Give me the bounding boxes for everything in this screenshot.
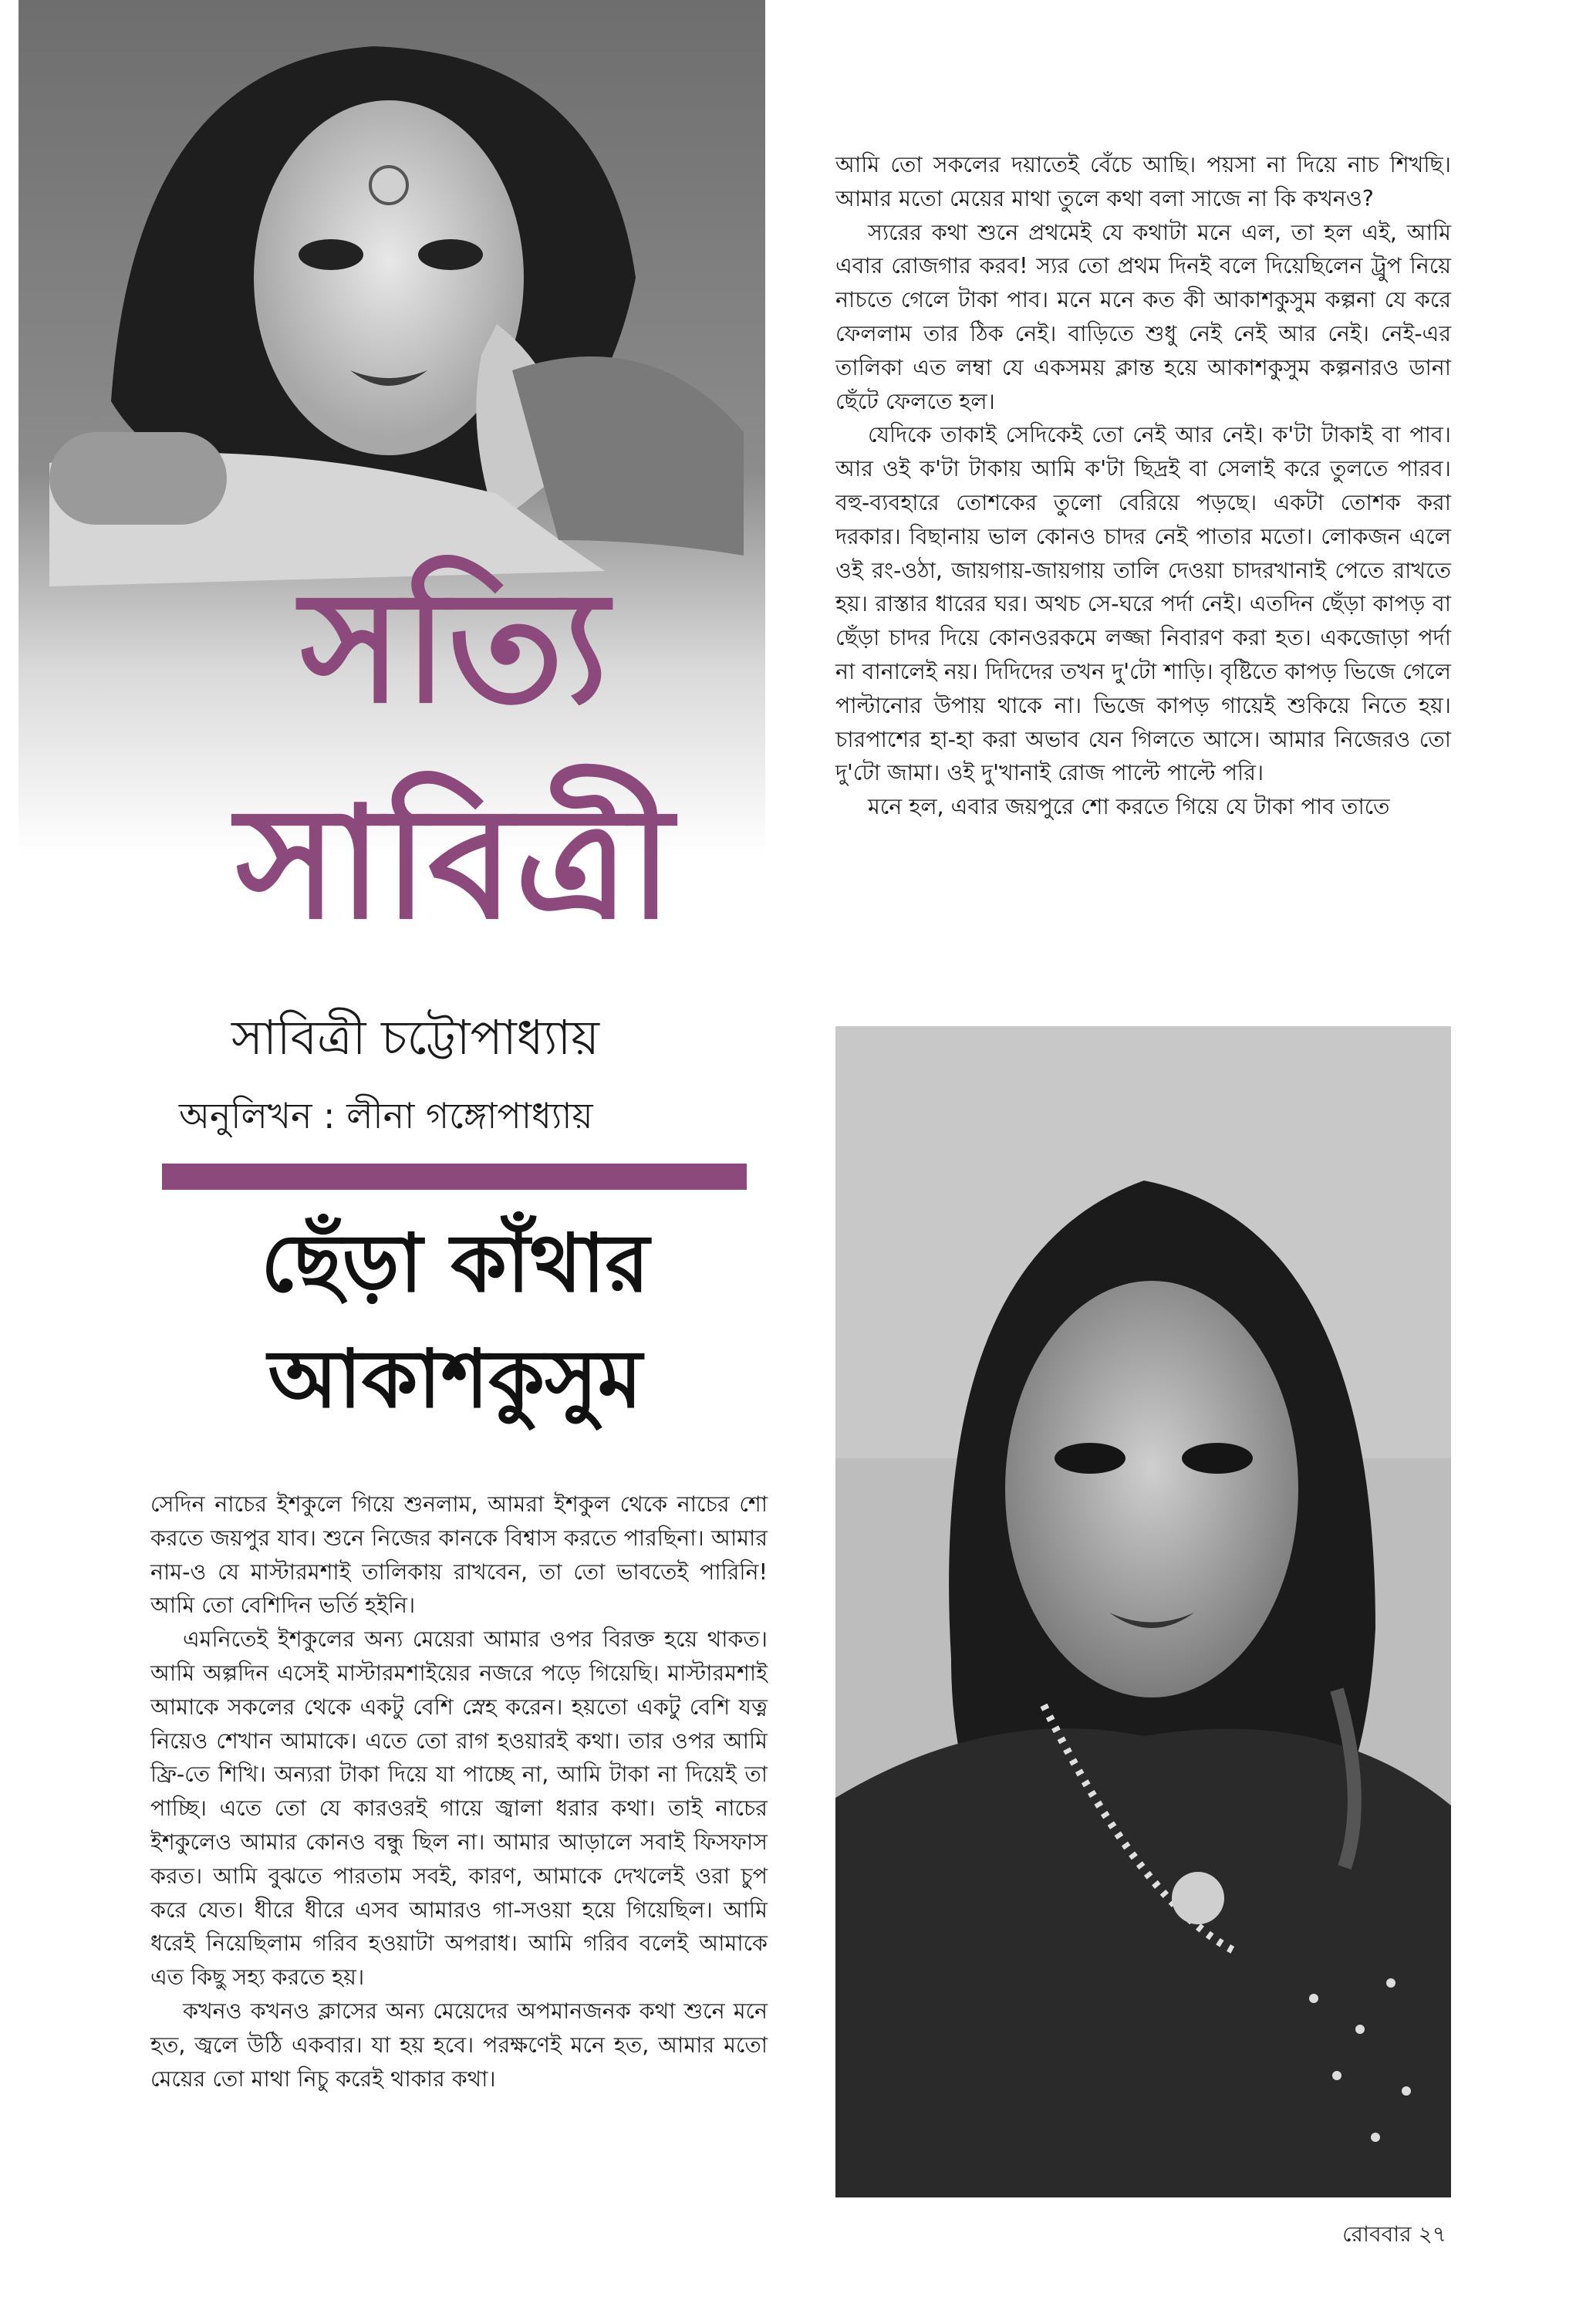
accent-divider (162, 1164, 747, 1190)
second-portrait-image (835, 1026, 1451, 2197)
author-byline: সাবিত্রী চট্টোপাধ্যায় (231, 1009, 599, 1066)
paragraph: যেদিকে তাকাই সেদিকেই তো নেই আর নেই। ক'টা টাকাই বা পাব। আর ওই ক'টা টাকায় আমি ক'টা ছিদ্রই বা সেলাই করে তুলতে পারব। বহু-ব্যবহারে তোশকের তুলো বেরিয়ে পড়ছে। একটা তোশক করা দরকার। বিছানায় ভাল কোনও চাদর নেই পাতার মতো। লোকজন এলে ওই রং-ওঠা, জায়গায়-জায়গায় তালি দেওয়া চাদরখানাই পেতে রাখতে হয়। রাস্তার ধারের ঘর। অথচ সে-ঘরে পর্দা নেই। এতদিন ছেঁড়া কাপড় বা ছেঁড়া চাদর দিয়ে কোনওরকমে লজ্জা নিবারণ করা হত। একজোড়া পর্দা না বানালেই নয়। দিদিদের তখন দু'টো শাড়ি। বৃষ্টিতে কাপড় ভিজে গেলে পাল্টানোর উপায় থাকে না। ভিজে কাপড় গায়েই শুকিয়ে নিতে হয়। চারপাশের হা-হা করা অভাব যেন গিলতে আসে। আমার নিজেরও তো দু'টো জামা। ওই দু'খানাই রোজ পাল্টে পাল্টে পরি। (835, 422, 1451, 786)
transcriber-byline: অনুলিখন : লীনা গঙ্গোপাধ্যায় (179, 1095, 593, 1137)
article-left-column (150, 1488, 768, 2096)
paragraph: এমনিতেই ইশকুলের অন্য মেয়েরা আমার ওপর বিরক্ত হয়ে থাকত। আমি অল্পদিন এসেই মাস্টারমশাইয়ের নজরে পড়ে গিয়েছি। মাস্টারমশাই আমাকে সকলের থেকে একটু বেশি স্নেহ করেন। হয়তো একটু বেশি যত্ন নিয়েও শেখান আমাকে। এতে তো রাগ হওয়ারই কথা। তার ওপর আমি ফ্রি-তে শিখি। অন্যরা টাকা দিয়ে যা পাচ্ছে না, আমি টাকা না দিয়েই তা পাচ্ছি। এতে তো যে কারওরই গায়ে জ্বালা ধরার কথা। তাই নাচের ইশকুলেও আমার কোনও বন্ধু ছিল না। আমার আড়ালে সবাই ফিসফাস করত। আমি বুঝতে পারতাম সবই, কারণ, আমাকে দেখলেই ওরা চুপ করে যেত। ধীরে ধীরে এসব আমারও গা-সওয়া হয়ে গিয়েছিল। আমি ধরেই নিয়েছিলাম গরিব হওয়াটা অপরাধ। আমি গরিব বলেই আমাকে এত কিছু সহ্য করতে হয়। (150, 1626, 768, 1991)
paragraph: স্যরের কথা শুনে প্রথমেই যে কথাটা মনে এল, তা হল এই, আমি এবার রোজগার করব! স্যর তো প্রথম দিনই বলে দিয়েছিলেন ট্রুপ নিয়ে নাচতে গেলে টাকা পাব। মনে মনে কত কী আকাশকুসুম কল্পনা যে করে ফেললাম তার ঠিক নেই। বাড়িতে শুধু নেই নেই আর নেই। নেই-এর তালিকা এত লম্বা যে একসময় ক্লান্ত হয়ে আকাশকুসুম কল্পনারও ডানা ছেঁটে ফেলতে হল। (835, 219, 1451, 414)
article-right-column (835, 148, 1451, 824)
page-footer: রোববার ২৭ (1342, 2221, 1446, 2247)
paragraph: আমি তো সকলের দয়াতেই বেঁচে আছি। পয়সা না দিয়ে নাচ শিখছি। আমার মতো মেয়ের মাথা তুলে কথা বলা সাজে না কি কখনও? (835, 152, 1451, 211)
headline-line2: আকাশকুসুম (268, 1331, 643, 1426)
second-portrait-photo (835, 1026, 1451, 2197)
paragraph: কখনও কখনও ক্লাসের অন্য মেয়েদের অপমানজনক কথা শুনে মনে হত, জ্বলে উঠি একবার। যা হয় হবে। পরক্ষণেই মনে হত, আমার মতো মেয়ের তো মাথা নিচু করেই থাকার কথা। (150, 1998, 768, 2092)
paragraph: সেদিন নাচের ইশকুলে গিয়ে শুনলাম, আমরা ইশকুল থেকে নাচের শো করতে জয়পুর যাব। শুনে নিজের কানকে বিশ্বাস করতে পারছিনা। আমার নাম-ও যে মাস্টারমশাই তালিকায় রাখবেন, তা তো ভাবতেই পারিনি! আমি তো বেশিদিন ভর্তি হইনি। (150, 1491, 768, 1619)
paragraph: মনে হল, এবার জয়পুরে শো করতে গিয়ে যে টাকা পাব তাতে (868, 794, 1390, 820)
headline-line1: ছেঁড়া কাঁথার (261, 1215, 650, 1310)
series-title-line2: সাবিত্রী (235, 774, 675, 954)
series-title-line1: সত্যি (300, 558, 610, 738)
